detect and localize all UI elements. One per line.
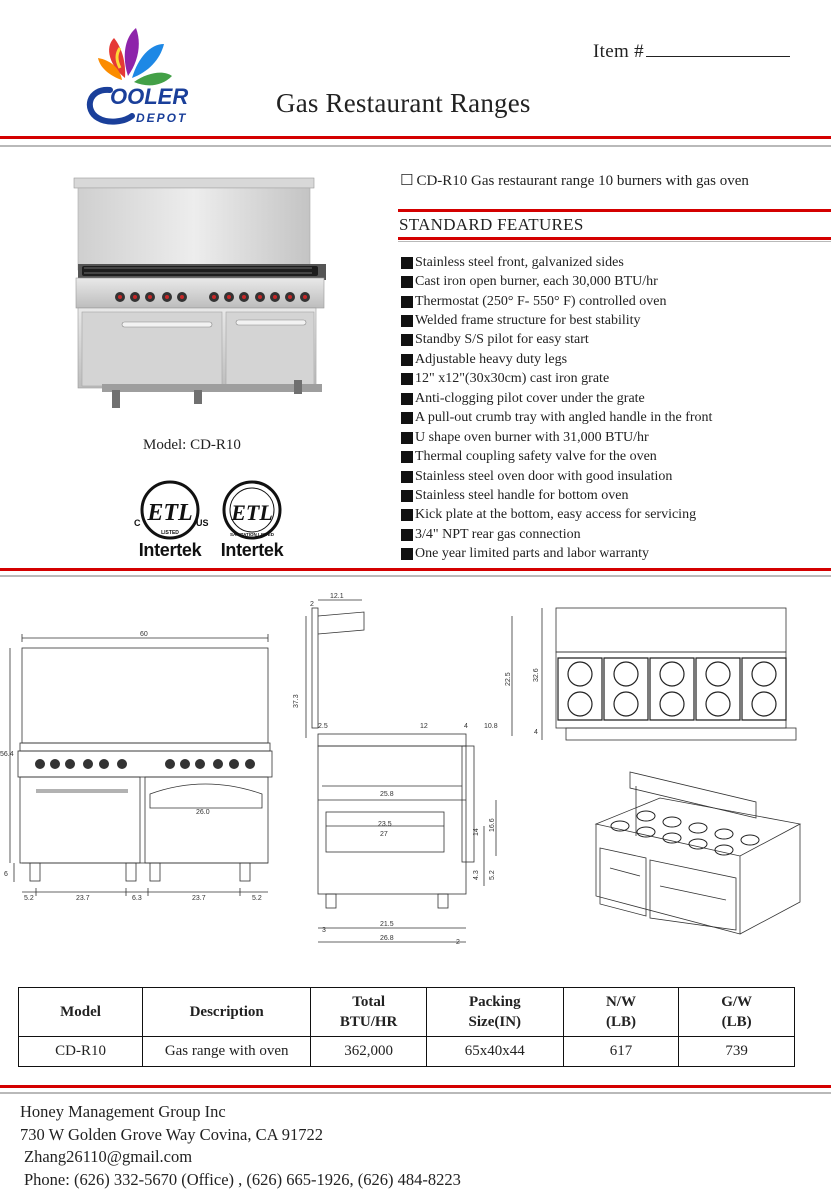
header-gray-rule (0, 145, 831, 147)
svg-text:23.5: 23.5 (378, 821, 392, 828)
feature-item (401, 545, 712, 564)
features-heading: STANDARD FEATURES (399, 215, 584, 234)
svg-text:23.7: 23.7 (76, 895, 90, 902)
square-bullet-icon (401, 393, 413, 405)
table-row (19, 1037, 795, 1067)
front-knobs (35, 759, 255, 769)
square-bullet-icon (401, 373, 413, 385)
feature-item (401, 506, 712, 525)
spec-column-header: Description (143, 988, 311, 1037)
feature-item (401, 272, 712, 291)
feature-text: Anti-clogging pilot cover under the grate (415, 390, 645, 406)
feature-text: Standby S/S pilot for easy start (415, 332, 589, 348)
svg-text:21.5: 21.5 (380, 921, 394, 928)
feature-item (401, 389, 712, 408)
spec-column-header: G/W (LB) (679, 988, 795, 1037)
svg-text:16.6: 16.6 (489, 818, 496, 832)
product-option-text: CD-R10 Gas restaurant range 10 burners with gas oven (416, 173, 749, 189)
company-address: 730 W Golden Grove Way Covina, CA 91722 (20, 1124, 323, 1144)
svg-text:12: 12 (420, 723, 428, 730)
feature-item (401, 467, 712, 486)
company-name: Honey Management Group Inc (20, 1102, 226, 1121)
feature-text: Cast iron open burner, each 30,000 BTU/hr (415, 274, 658, 290)
feature-text: Stainless steel oven door with good insulation (415, 468, 673, 484)
svg-text:5.2: 5.2 (24, 895, 34, 902)
features-gray-rule (398, 241, 831, 242)
product-option-line (400, 171, 749, 190)
cooler-depot-logo (80, 26, 225, 130)
svg-text:12.1: 12.1 (330, 593, 344, 600)
feature-item (401, 409, 712, 428)
square-bullet-icon (401, 276, 413, 288)
feature-text: Kick plate at the bottom, easy access for servicing (415, 507, 697, 523)
svg-text:25.8: 25.8 (380, 791, 394, 798)
spec-cell: Gas range with oven (143, 1037, 311, 1067)
feature-item (401, 486, 712, 505)
square-bullet-icon (401, 490, 413, 502)
svg-text:60: 60 (140, 631, 148, 638)
svg-text:3: 3 (322, 927, 326, 934)
technical-drawings (0, 586, 831, 958)
svg-text:6: 6 (4, 871, 8, 878)
square-bullet-icon (401, 451, 413, 463)
page-title: Gas Restaurant Ranges (276, 88, 531, 118)
cert-brand-label: Intertek (220, 540, 284, 560)
svg-text:14: 14 (473, 828, 480, 836)
mid-gray-rule (0, 575, 831, 577)
square-bullet-icon (401, 315, 413, 327)
model-caption: Model: CD-R10 (143, 437, 241, 453)
svg-text:SANITATION LISTED: SANITATION LISTED (229, 532, 275, 537)
svg-text:23.7: 23.7 (192, 895, 206, 902)
square-bullet-icon (401, 548, 413, 560)
svg-text:5.2: 5.2 (252, 895, 262, 902)
svg-text:4: 4 (534, 729, 538, 736)
square-bullet-icon (401, 296, 413, 308)
feature-item (401, 311, 712, 330)
checkbox-icon[interactable]: ☐ (400, 171, 414, 189)
feature-text: Thermal coupling safety valve for the oven (415, 449, 657, 465)
etl-listed-icon (130, 476, 210, 542)
spec-cell: 617 (563, 1037, 679, 1067)
contact-footer (20, 1102, 461, 1193)
svg-text:26.8: 26.8 (380, 935, 394, 942)
company-phone[interactable]: Phone: (626) 332-5670 (Office) , (626) 665-1926, (626) 484-8223 (24, 1170, 461, 1190)
svg-text:32.6: 32.6 (533, 668, 540, 682)
item-number-field (593, 40, 790, 63)
svg-text:37.3: 37.3 (293, 694, 300, 708)
svg-text:56.4: 56.4 (0, 751, 14, 758)
feature-item (401, 428, 712, 447)
square-bullet-icon (401, 412, 413, 424)
feature-item (401, 525, 712, 544)
svg-text:6.3: 6.3 (132, 895, 142, 902)
square-bullet-icon (401, 334, 413, 346)
svg-text:4.3: 4.3 (473, 870, 480, 880)
item-number-label: Item # (593, 41, 644, 62)
svg-text:27: 27 (380, 831, 388, 838)
svg-text:2: 2 (456, 939, 460, 946)
logo-subtext: DEPOT (136, 111, 188, 125)
features-red-rule-top (398, 209, 831, 212)
square-bullet-icon (401, 509, 413, 521)
svg-text:4: 4 (464, 723, 468, 730)
square-bullet-icon (401, 529, 413, 541)
feature-text: Stainless steel handle for bottom oven (415, 487, 629, 503)
spec-cell: 65x40x44 (426, 1037, 563, 1067)
svg-text:ETL: ETL (231, 500, 273, 525)
spec-column-header: Model (19, 988, 143, 1037)
feature-text: One year limited parts and labor warranty (415, 546, 650, 562)
feature-text: Thermostat (250° F- 550° F) controlled oven (415, 293, 667, 309)
spec-column-header: Total BTU/HR (311, 988, 427, 1037)
svg-text:2.5: 2.5 (318, 723, 328, 730)
svg-text:US: US (196, 518, 209, 528)
feature-item (401, 370, 712, 389)
product-photo (72, 176, 328, 414)
feature-item (401, 350, 712, 369)
feature-text: U shape oven burner with 31,000 BTU/hr (415, 429, 649, 445)
etl-listed-cert (130, 476, 210, 566)
etl-sanitation-icon (212, 476, 292, 542)
mid-red-rule (0, 568, 831, 571)
svg-text:26.0: 26.0 (196, 809, 210, 816)
svg-text:5.2: 5.2 (489, 870, 496, 880)
square-bullet-icon (401, 432, 413, 444)
feature-text: 3/4" NPT rear gas connection (415, 526, 581, 542)
svg-text:2: 2 (310, 601, 314, 608)
feature-text: 12" x12"(30x30cm) cast iron grate (415, 371, 610, 387)
spec-cell: 739 (679, 1037, 795, 1067)
spec-table (18, 987, 795, 1067)
svg-text:10.8: 10.8 (484, 723, 498, 730)
feature-text: Adjustable heavy duty legs (415, 351, 568, 367)
isometric-burners (611, 811, 759, 855)
feature-item (401, 292, 712, 311)
feature-text: A pull-out crumb tray with angled handle in the front (415, 410, 713, 426)
etl-sanitation-cert (212, 476, 292, 566)
top-view-burners (558, 658, 786, 720)
svg-text:C: C (134, 518, 141, 528)
svg-text:ETL: ETL (147, 500, 193, 526)
cert-brand-label: Intertek (138, 540, 202, 560)
feature-item (401, 447, 712, 466)
logo-wordmark: OOLER (110, 84, 189, 109)
feature-item (401, 331, 712, 350)
features-red-rule-bottom (398, 237, 831, 240)
company-email[interactable]: Zhang26110@gmail.com (24, 1147, 193, 1167)
svg-text:LISTED: LISTED (161, 530, 179, 536)
flower-mark-icon (98, 28, 172, 85)
spec-table-header-row (19, 988, 795, 1037)
side-elevation-drawing (306, 600, 512, 942)
svg-text:22.5: 22.5 (505, 672, 512, 686)
spec-column-header: N/W (LB) (563, 988, 679, 1037)
features-list (401, 253, 712, 564)
bottom-red-rule (0, 1085, 831, 1088)
item-number-blank (646, 40, 790, 57)
bottom-gray-rule (0, 1092, 831, 1094)
spec-column-header: Packing Size(IN) (426, 988, 563, 1037)
square-bullet-icon (401, 257, 413, 269)
square-bullet-icon (401, 471, 413, 483)
header-red-rule (0, 136, 831, 139)
feature-text: Welded frame structure for best stability (415, 313, 641, 329)
square-bullet-icon (401, 354, 413, 366)
feature-item (401, 253, 712, 272)
feature-text: Stainless steel front, galvanized sides (415, 254, 624, 270)
spec-cell: 362,000 (311, 1037, 427, 1067)
spec-cell: CD-R10 (19, 1037, 143, 1067)
isometric-drawing (596, 772, 800, 934)
